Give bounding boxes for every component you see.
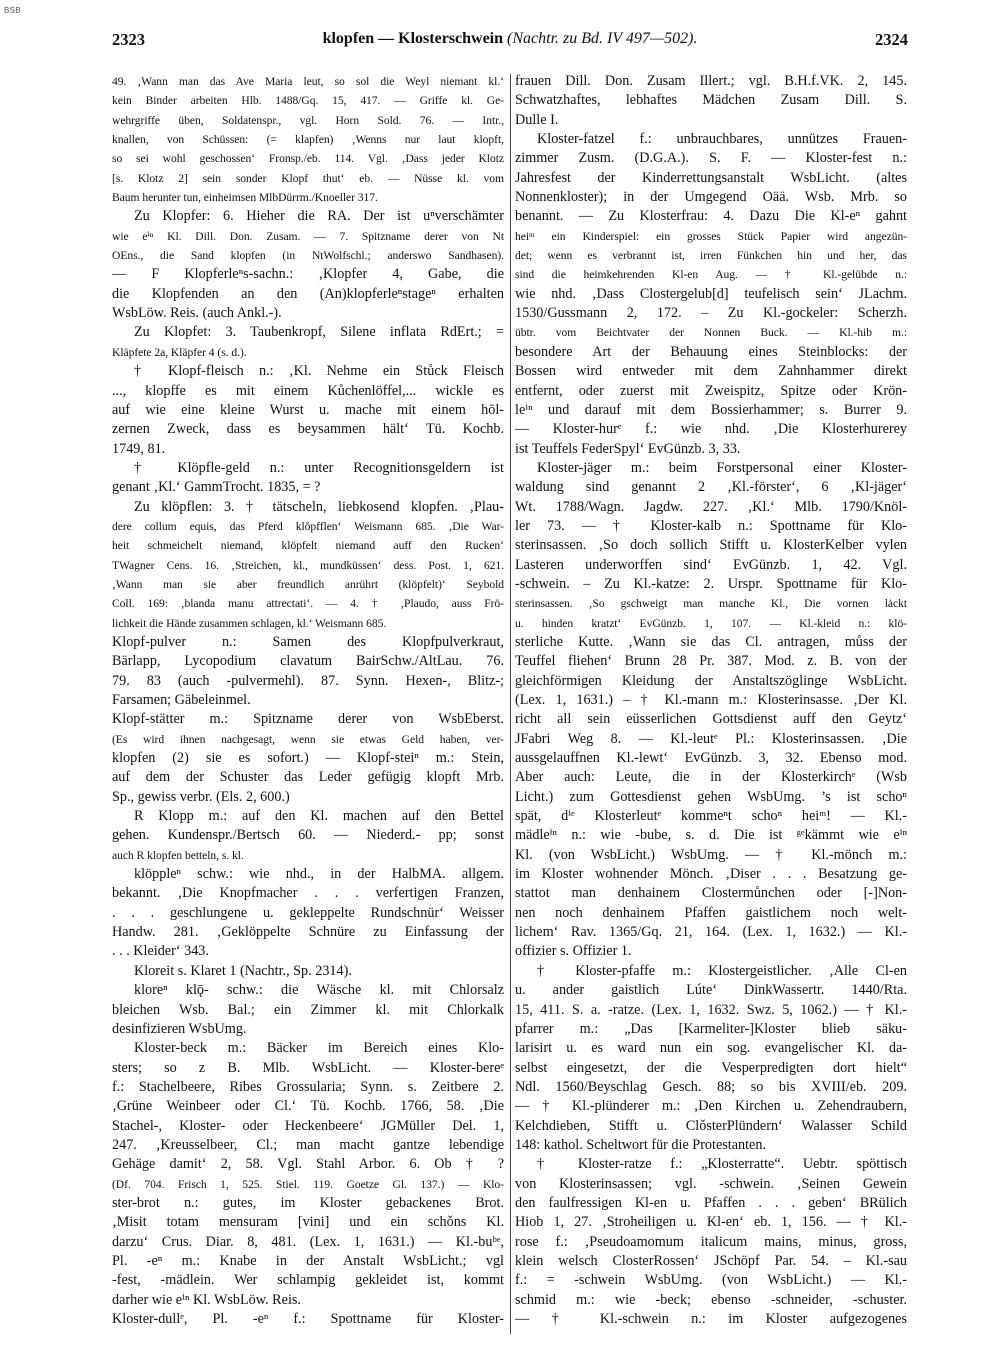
text-line: Coll. 169: ‚blanda manu attrectati‘. — 4. † ‚Plaudo, auss Frö- (112, 597, 504, 611)
text-line: waldung sind genannt 2 ‚Kl.-förster‘, 6 ‚Kl-jäger‘ (515, 479, 907, 496)
text-line: frauen Dill. Don. Zusam Illert.; vgl. B.H.f.VK. 2, 145. (515, 73, 907, 89)
text-line: Stachel-, Kloster- oder Heckenbeere‘ JGMüller Del. 1, (112, 1117, 504, 1134)
text-line: Klopf-pulver n.: Samen des Klopfpulverkraut, (112, 633, 504, 650)
text-line: übtr. vom Beichtvater der Nonnen Buck. — Kl.-hib m.: (515, 326, 907, 340)
text-line: sterliche Kutte. ‚Wann sie das Cl. antragen, můss der (515, 633, 907, 650)
text-line: u. ander gaistlich Lúte‘ DinkWassertr. 1440/Rta. (515, 982, 907, 999)
text-line: u. hinden kratzt‘ EvGünzb. 1, 107. — Kl.-kleid n.: klö- (515, 616, 907, 630)
text-line: † Klopf-fleisch n.: ‚Kl. Nehme ein Stůck Fleisch (134, 363, 504, 380)
text-line: ‚Grüne Weinbeer oder Cl.‘ Tü. Kochb. 1766, 58. ‚Die (112, 1098, 504, 1115)
text-line: Kloster-fatzel f.: unbrauchbares, unnützes Frauen- (537, 131, 907, 148)
text-line: larisirt u. es ward nun ein sog. evangelischer Kl. da- (515, 1040, 907, 1057)
text-line: . . . Kleider‘ 343. (112, 943, 209, 960)
text-line: † Klöpfle-geld n.: unter Recognitionsgeldern ist (134, 459, 504, 476)
text-line: offizier s. Offizier 1. (515, 943, 632, 960)
text-line: bleichen Wsb. Bal.; ein Zimmer kl. mit Chlorkalk (112, 1001, 504, 1018)
text-line: auf wie eine kleine Wurst u. mache mit einem hōl- (112, 401, 504, 418)
text-line: TWagner Cens. 16. ‚Streichen, kl., mundküssen‘ dess. Post. 1, 621. (112, 558, 504, 572)
text-line: auch R klopfen betteln, s. kl. (112, 848, 244, 862)
text-line: zernen Zweck, dass es beysammen hält‘ Tü. Kochb. (112, 421, 504, 438)
text-line: det; wenn es verbrannt ist, irren Fünkchen hin und her, das (515, 249, 907, 263)
text-line: klopfen (2) sie es sofort.) — Klopf-steiⁿ m.: Stein, (112, 750, 504, 767)
text-line: — Kloster-hurᵉ f.: wie nhd. ‚Die Klosterhurerey (515, 421, 907, 438)
text-line: gleichförmigen Kleidung der Anstaltszöglinge WsbLicht. (515, 672, 907, 689)
text-line: auf dem der Schuster das Leder gefügig klopft Mrb. (112, 769, 504, 786)
text-line: ‚Misit totam mensuram [vini] und ein schǒns Kl. (112, 1214, 504, 1231)
text-line: 79. 83 (auch -pulvermehl). 87. Synn. Hexen-, Blitz-; (112, 672, 504, 689)
text-line: Bossen wird entweder mit dem Zahnhammer direkt (515, 363, 907, 380)
text-line: ist Teuffels FederSpyl‘ EvGünzb. 3, 33. (515, 440, 741, 457)
text-line: Klopf-stätter m.: Spitzname derer von WsbEberst. (112, 711, 504, 728)
text-line: . . . geschlungene u. gekleppelte Rundschnür‘ Weisser (112, 904, 504, 921)
text-line: Farsamen; Gäbeleinmel. (112, 692, 251, 708)
text-line: Lasteren underworffen sind‘ EvGünzb. 1, 42. Vgl. (515, 556, 907, 573)
text-line: wehrgriffe üben, Soldatenspr., vgl. Horn Sold. 76. — Intr., (112, 113, 504, 127)
running-title (112, 30, 908, 48)
text-line: — † Kl.-schwein n.: im Kloster aufgezogenes (515, 1311, 907, 1327)
text-line: klöppleⁿ schw.: wie nhd., in der HalbMA. allgem. (134, 866, 504, 883)
text-line: aussgelauffnen Kl.-lewt‘ EvGünzb. 3, 32. Ebenso mod. (515, 750, 907, 767)
text-line: Dulle I. (515, 111, 559, 128)
text-line: 148: kathol. Scheltwort für die Protestanten. (515, 1136, 766, 1153)
text-line: Handw. 281. ‚Geklöppelte Schnüre zu Einfassung der (112, 924, 504, 941)
text-line: Jahresfest der Kinderrettungsanstalt WsbLicht. (altes (515, 169, 907, 186)
text-line: (Lex. 1, 1631.) – † Kl.-mann m.: Klosterinsasse. ‚Der Kl. (515, 692, 907, 708)
text-line: 1749, 81. (112, 440, 166, 457)
text-line: ster-brot n.: gutes, im Kloster gebackenes Brot. (112, 1194, 504, 1211)
text-line: Ndl. 1560/Beyschlag Gesch. 88; so bis XVIII/eb. 209. (515, 1078, 907, 1095)
text-line: genant ‚Kl.‘ GammTrocht. 1835, = ? (112, 479, 321, 496)
text-line: richt all sein eüsserlichen Gottsdienst auff den Geytz‘ (515, 711, 907, 728)
text-line: knallen, von Schüssen: (= klapfen) ‚Wenns nur laut klopft, (112, 133, 504, 147)
text-line: nen noch denhainem Pfaffen gaistlichem noch welt- (515, 904, 907, 921)
running-title-note: (Nachtr. zu Bd. IV 497—502). (507, 30, 698, 47)
text-line: spät, dⁱᵉ Klosterleutᵉ kommeⁿt schoⁿ heiᵐ! — Kl.- (515, 808, 907, 825)
text-line: (Df. 704. Frisch 1, 525. Stiel. 119. Goetze Gl. 137.) — Klo- (112, 1177, 504, 1191)
text-line: rose f.: ‚Pseudoamomum italicum mains, minus, gross, (515, 1233, 907, 1250)
text-line: -schwein. – Zu Kl.-katze: 2. Urspr. Spottname für Klo- (515, 575, 907, 592)
text-line: Pl. -eⁿ m.: Knabe in der Anstalt WsbLicht.; vgl (112, 1252, 504, 1269)
text-line: gehen. Kundenspr./Bertsch 60. — Niederd.- pp; sonst (112, 827, 504, 844)
text-line: Licht.) zum Gottesdienst gehen WsbUmg. ’s ist schoⁿ (515, 788, 907, 805)
text-line: so sei wohl geschossen‘ Fronsp./eb. 114. Vgl. ‚Dass jeder Klotz (112, 152, 504, 166)
text-line: Kloster-dullᵉ, Pl. -eⁿ f.: Spottname für Kloster- (112, 1311, 504, 1327)
text-line: selbst eingesetzt, der die Vesperpredigten dort hielt“ (515, 1059, 907, 1076)
text-line: JFabri Weg 8. — Kl.-leutᵉ Pl.: Klosterinsassen. ‚Die (515, 730, 907, 747)
text-line: pfarrer m.: „Das [Karmeliter-]Kloster blieb säku- (515, 1020, 907, 1037)
text-line: Kloreit s. Klaret 1 (Nachtr., Sp. 2314). (134, 962, 352, 979)
text-line: Teuffel fliehen‘ Brunn 28 Pr. 387. Mod. z. B. von der (515, 653, 907, 670)
left-column (112, 72, 504, 1329)
text-line: mädleⁱⁿ n.: wie -bube, s. d. Die ist ᵍᵉkämmt wie eⁱⁿ (515, 827, 907, 844)
text-line: † Kloster-pfaffe m.: Klostergeistlicher. ‚Alle Cl-en (537, 962, 907, 979)
page-header (112, 30, 908, 56)
text-line: Kl. (von WsbLicht.) WsbUmg. — † Kl.-mönch m.: (515, 846, 907, 863)
text-line: WsbLöw. Reis. (auch Ankl.-). (112, 305, 282, 322)
text-line: von Klosterinsassen; vgl. -schwein. ‚Seinen Gewein (515, 1175, 907, 1192)
text-line: klein welsch ClosterRossen‘ JSchöpf Par. 54. – Kl.-sau (515, 1252, 907, 1269)
text-line: lichkeit die Hände zusammen schlagen, kl.‘ Weismann 685. (112, 616, 387, 630)
text-line: OEns., die Sand klopfen (in NtWolfschl.; anderswo Sandhasen). (112, 249, 504, 263)
text-line: † Kloster-ratze f.: „Klosterratte“. Uebtr. spöttisch (537, 1156, 907, 1173)
text-line: entfernt, oder zuerst mit Zweispitz, Spitze oder Krön- (515, 382, 907, 399)
text-line: kein Binder arbeiten Hlb. 1488/Gq. 15, 417. — Griffe kl. Ge- (112, 94, 504, 108)
text-line: heit schmeichelt niemand, klöpfelt niemand auff den Rucken‘ (112, 539, 504, 553)
column-divider (510, 74, 511, 1334)
text-line: Wt. 1788/Wagn. Jagdw. 227. ‚Kl.‘ Mlb. 1790/Knöl- (515, 498, 907, 515)
text-line: stattot man denhainem Clostermůnchen oder [-]Non- (515, 885, 907, 902)
text-line: schmid m.: wie -beck; ebenso -schneider, -schuster. (515, 1291, 907, 1308)
text-line: — † Kl.-plünderer m.: ‚Den Kirchen u. Zehendraubern, (515, 1098, 907, 1115)
text-line: Baum herunter tun, einheimsen MlbDürrm./Knoeller 317. (112, 191, 378, 205)
text-line: Zu Klopfet: 3. Taubenkropf, Silene inflata RdErt.; = (134, 324, 504, 341)
text-line: im Kloster wohnender Mönch. ‚Diser . . . Besatzung ge- (515, 866, 907, 883)
text-line: 15, 411. S. a. -ratze. (Lex. 1, 1632. Swz. 5, 1062.) — † Kl.- (515, 1001, 907, 1018)
text-line: besondere Art der Behauung eines Steinblocks: der (515, 343, 907, 360)
page-number-right: 2324 (875, 30, 908, 49)
text-line: 49. ‚Wann man das Ave Maria leut, so sol die Weyl niemant kl.‘ (112, 75, 504, 88)
text-line: 1530/Gussmann 2, 172. – Zu Kl.-gockeler: Scherzh. (515, 305, 907, 322)
text-line: darzu‘ Crus. Diar. 8, 481. (Lex. 1, 1631.) — Kl.-buᵇᵉ, (112, 1233, 504, 1250)
text-line: ..., klopffe es mit einem Kůchenlöffel,... wickle es (112, 382, 504, 399)
text-line: Zu Klopfer: 6. Hieher die RA. Der ist uⁿverschämter (134, 208, 504, 225)
text-line: lichem‘ Rav. 1365/Gq. 21, 164. (Lex. 1, 1632.) — Kl.- (515, 924, 907, 941)
text-line: Kläpfete 2a, Kläpfer 4 (s. d.). (112, 345, 247, 359)
text-line: f.: Stachelbeere, Ribes Grossularia; Synn. s. Zeitbere 2. (112, 1078, 504, 1095)
text-line: benannt. — Zu Klosterfrau: 4. Dazu Die Kl-eⁿ gahnt (515, 208, 907, 225)
text-line: den faulfressigen Kl-en u. Pfaffen . . . geben‘ BRülich (515, 1194, 907, 1211)
text-line: sters; so z B. Mlb. WsbLicht. — Kloster-bereᵉ (112, 1059, 504, 1076)
right-column (515, 72, 907, 1329)
text-line: (Es wird ihnen nachgesagt, wenn sie etwas Geld haben, ver- (112, 732, 504, 746)
text-line: die Klopfenden an den (An)klopferleⁿstageⁿ erhalten (112, 285, 504, 302)
text-line: Gehäge damit‘ 2, 58. Vgl. Stahl Arbor. 6. Ob † ? (112, 1156, 504, 1173)
text-line: Kloster-beck m.: Bäcker im Bereich eines Klo- (134, 1040, 504, 1057)
text-line: zimmer Zusm. (D.G.A.). S. F. — Kloster-fest n.: (515, 150, 907, 167)
text-line: -fest, -mädlein. Wer schlampig gekleidet ist, kommt (112, 1272, 504, 1289)
text-line: desinfizieren WsbUmg. (112, 1020, 247, 1037)
text-line: Aber auch: Leute, die in der Klosterkirchᵉ (Wsb (515, 769, 907, 786)
text-line: heiᵐ ein Kinderspiel: ein grosses Stück Papier wird angezün- (515, 229, 907, 243)
text-line: — F Klopferleⁿs-sachn.: ‚Klopfer 4, Gabe, die (112, 266, 504, 283)
text-line: kloreⁿ klǭ- schw.: die Wäsche kl. mit Chlorsalz (134, 982, 504, 999)
page-number-left: 2323 (112, 30, 145, 49)
text-line: wie nhd. ‚Dass Clostergelub[d] teufelisch sein‘ JLachm. (515, 285, 907, 302)
text-line: Hiob 1, 27. ‚Stroheiligen u. Kl-en‘ eb. 1, 156. — † Kl.- (515, 1214, 907, 1231)
text-line: Nonnenkloster); in der Umgegend Oää. Wsb. Mrb. so (515, 189, 907, 206)
text-line: Kloster-jäger m.: beim Forstpersonal einer Kloster- (537, 459, 907, 476)
text-line: bekannt. ‚Die Knopfmacher . . . verfertigen Franzen, (112, 885, 504, 902)
text-line: Schwatzhaftes, lebhaftes Mädchen Zusam Dill. S. (515, 92, 907, 109)
text-line: f.: = -schwein WsbUmg. (von WsbLicht.) — Kl.- (515, 1272, 907, 1289)
text-line: sterinsassen. ‚So gschweigt man manche Kl., Die vornen lȧckt (515, 597, 907, 611)
text-line: Kelchdieben, Stifft u. ClǒsterPlündern‘ Walasser Schild (515, 1117, 907, 1134)
text-line: Sp., gewiss verbr. (Els. 2, 600.) (112, 788, 290, 805)
text-line: wie eⁱⁿ Kl. Dill. Don. Zusam. — 7. Spitzname derer von Nt (112, 229, 504, 243)
text-line: darher wie eⁱⁿ Kl. WsbLöw. Reis. (112, 1291, 301, 1308)
text-line: ler 73. — † Kloster-kalb n.: Spottname für Klo- (515, 517, 907, 534)
text-line: 247. ‚Kreusselbeer, Cl.; man macht gantze lebendige (112, 1136, 504, 1153)
text-line: ‚Wann man sie aber freundlich anrührt (klöpfelt)‘ Seybold (112, 577, 504, 591)
text-line: dere collum equis, das Pferd klǒpfflen‘ Weismann 685. ‚Die War- (112, 519, 504, 533)
text-line: R Klopp m.: auf den Kl. machen auf den Bettel (134, 808, 504, 825)
text-line: leⁱⁿ und darauf mit dem Bossierhammer; s. Burrer 9. (515, 401, 907, 418)
text-line: Bärlapp, Lycopodium clavatum BairSchw./AltLau. 76. (112, 653, 504, 670)
text-line: sind die heimkehrenden Kl-en Aug. — † Kl.-gelübde n.: (515, 268, 907, 282)
text-line: sterinsassen. ‚So doch sollich Stifft u. KlosterKelber vylen (515, 537, 907, 554)
text-line: [s. Klotz 2] sein sonder Klopf thut‘ eb. — Nüsse kl. vom (112, 171, 504, 185)
running-title-text: klopfen — Klosterschwein (322, 30, 504, 47)
text-line: Zu klöpflen: 3. † tätscheln, liebkosend klopfen. ‚Plau- (134, 498, 504, 515)
library-stamp: BSB (4, 6, 21, 15)
